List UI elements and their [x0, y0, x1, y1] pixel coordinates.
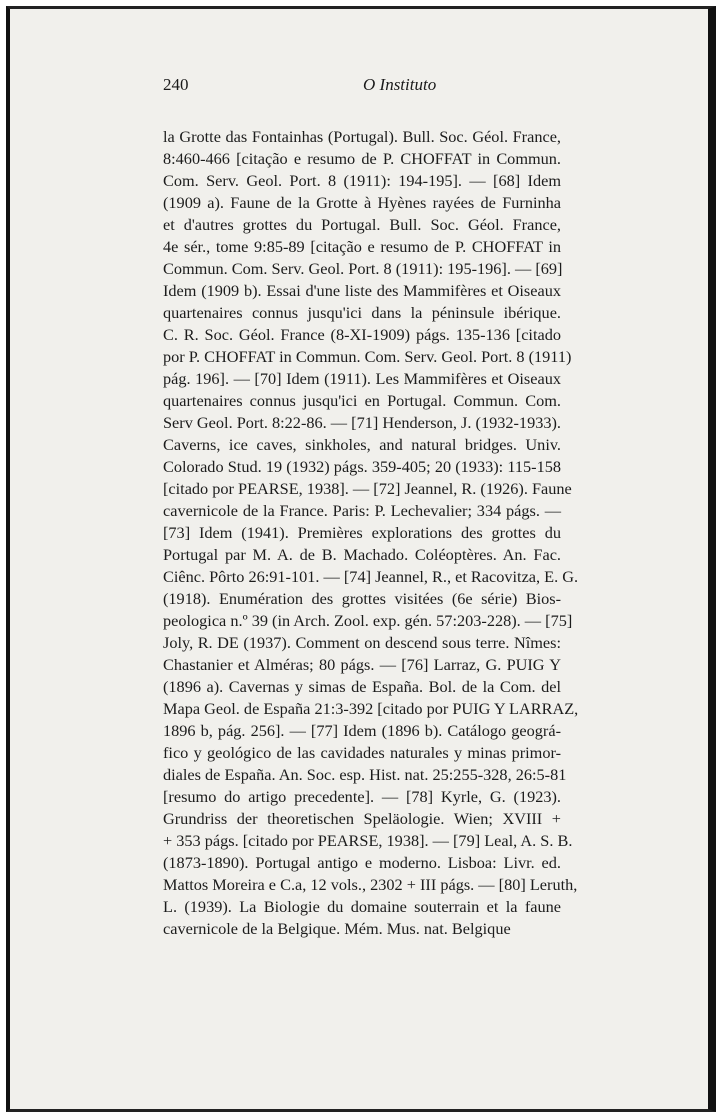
- text-line: cavernicole de la Belgique. Mém. Mus. nat. Belgique: [163, 919, 511, 938]
- text-line: la Grotte das Fontainhas (Portugal). Bull. Soc. Géol. France,: [163, 127, 561, 146]
- text-line: Mattos Moreira e C.a, 12 vols., 2302 + III págs. — [80] Leruth,: [163, 875, 578, 894]
- text-line: Portugal par M. A. de B. Machado. Coléoptères. An. Fac.: [163, 545, 561, 564]
- text-line: quartenaires connus jusqu'ici en Portugal. Commun. Com.: [163, 391, 561, 410]
- text-line: quartenaires connus jusqu'ici dans la péninsule ibérique.: [163, 303, 561, 322]
- bibliography-text: [163, 126, 579, 940]
- text-line: Com. Serv. Geol. Port. 8 (1911): 194-195]. — [68] Idem: [163, 171, 561, 190]
- text-line: (1873-1890). Portugal antigo e moderno. Lisboa: Livr. ed.: [163, 853, 561, 872]
- text-line: + 353 págs. [citado por PEARSE, 1938]. — [79] Leal, A. S. B.: [163, 831, 573, 850]
- text-line: [resumo do artigo precedente]. — [78] Kyrle, G. (1923).: [163, 787, 561, 806]
- text-line: Grundriss der theoretischen Speläologie. Wien; XVIII +: [163, 809, 561, 828]
- text-line: Serv Geol. Port. 8:22-86. — [71] Henderson, J. (1932-1933).: [163, 413, 561, 432]
- text-line: 4e sér., tome 9:85-89 [citação e resumo de P. CHOFFAT in: [163, 237, 561, 256]
- text-line: Joly, R. DE (1937). Comment on descend sous terre. Nîmes:: [163, 633, 561, 652]
- running-title: O Instituto: [363, 75, 437, 94]
- text-line: [73] Idem (1941). Premières explorations des grottes du: [163, 523, 561, 542]
- text-line: por P. CHOFFAT in Commun. Com. Serv. Geol. Port. 8 (1911): [163, 347, 572, 366]
- text-line: L. (1939). La Biologie du domaine souterrain et la faune: [163, 897, 561, 916]
- text-line: (1918). Enumération des grottes visitées (6e série) Bios-: [163, 589, 561, 608]
- text-line: [citado por PEARSE, 1938]. — [72] Jeannel, R. (1926). Faune: [163, 479, 572, 498]
- text-line: fico y geológico de las cavidades naturales y minas primor-: [163, 743, 561, 762]
- text-line: pág. 196]. — [70] Idem (1911). Les Mammifères et Oiseaux: [163, 369, 561, 388]
- text-line: et d'autres grottes du Portugal. Bull. Soc. Géol. France,: [163, 215, 561, 234]
- page-number: 240: [163, 75, 189, 94]
- text-line: (1909 a). Faune de la Grotte à Hyènes rayées de Furninha: [163, 193, 561, 212]
- text-line: Commun. Com. Serv. Geol. Port. 8 (1911): 195-196]. — [69]: [163, 259, 563, 278]
- text-line: Chastanier et Alméras; 80 págs. — [76] Larraz, G. PUIG Y: [163, 655, 561, 674]
- text-line: Ciênc. Pôrto 26:91-101. — [74] Jeannel, R., et Racovitza, E. G.: [163, 567, 579, 586]
- text-line: Idem (1909 b). Essai d'une liste des Mammifères et Oiseaux: [163, 281, 561, 300]
- text-line: 1896 b, pág. 256]. — [77] Idem (1896 b). Catálogo geográ-: [163, 721, 561, 740]
- text-line: Mapa Geol. de España 21:3-392 [citado por PUIG Y LARRAZ,: [163, 699, 579, 718]
- text-line: cavernicole de la France. Paris: P. Lechevalier; 334 págs. —: [163, 501, 561, 520]
- text-line: 8:460-466 [citação e resumo de P. CHOFFAT in Commun.: [163, 149, 561, 168]
- text-line: peologica n.º 39 (in Arch. Zool. exp. gén. 57:203-228). — [75]: [163, 611, 573, 630]
- text-line: diales de España. An. Soc. esp. Hist. nat. 25:255-328, 26:5-81: [163, 765, 567, 784]
- page-header: [163, 75, 561, 97]
- text-line: Colorado Stud. 19 (1932) págs. 359-405; 20 (1933): 115-158: [163, 457, 561, 476]
- text-line: (1896 a). Cavernas y simas de España. Bol. de la Com. del: [163, 677, 561, 696]
- text-line: C. R. Soc. Géol. France (8-XI-1909) págs. 135-136 [citado: [163, 325, 561, 344]
- text-line: Caverns, ice caves, sinkholes, and natural bridges. Univ.: [163, 435, 561, 454]
